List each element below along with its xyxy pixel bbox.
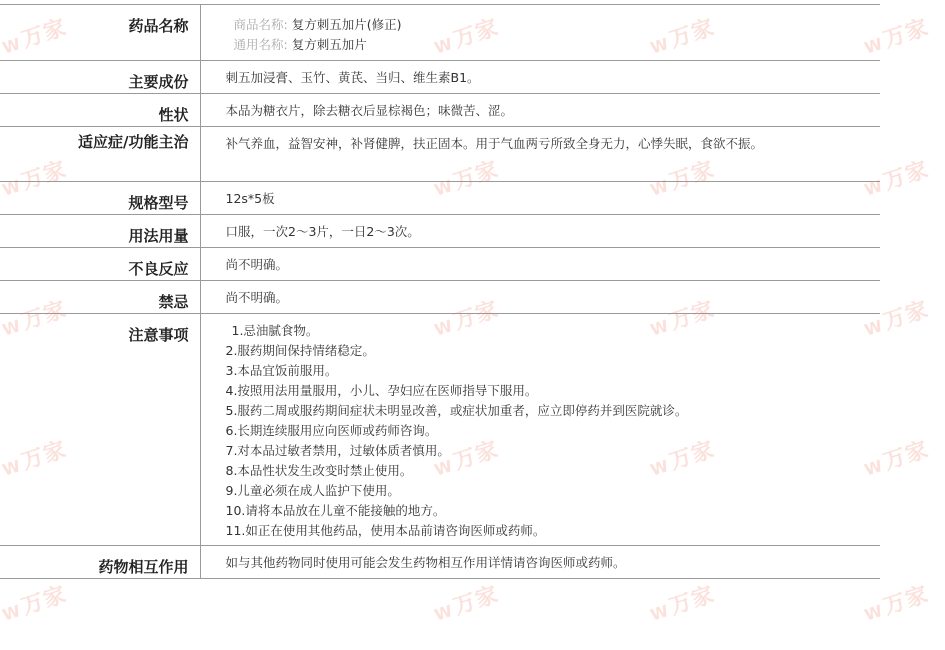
watermark: W万家 — [862, 297, 933, 340]
row-adverse-reactions — [0, 248, 880, 281]
watermark: W万家 — [648, 582, 719, 625]
row-indications — [0, 127, 880, 182]
watermark: W万家 — [432, 582, 503, 625]
label-interactions: 药物相互作用 — [0, 546, 200, 579]
generic-name-value: 复方刺五加片 — [291, 37, 367, 52]
indications-value: 补气养血，益智安神，补肾健脾，扶正固本。用于气血两亏所致全身无力，心悸失眠，食欲不振。 — [200, 127, 880, 182]
label-contraindications: 禁忌 — [0, 281, 200, 314]
list-item: 9.儿童必须在成人监护下使用。 — [225, 483, 400, 498]
row-contraindications — [0, 281, 880, 314]
label-dosage: 用法用量 — [0, 215, 200, 248]
contraindications-value: 尚不明确。 — [200, 281, 880, 314]
list-item: 1.忌油腻食物。 — [231, 323, 319, 338]
watermark: W万家 — [0, 157, 71, 200]
watermark: W万家 — [648, 15, 719, 58]
list-item: 5.服药二周或服药期间症状未明显改善，或症状加重者，应立即停药并到医院就诊。 — [225, 403, 688, 418]
watermark: W万家 — [648, 157, 719, 200]
list-item: 4.按照用法用量服用，小儿、孕妇应在医师指导下服用。 — [225, 383, 538, 398]
trade-name — [226, 15, 871, 35]
watermark: W万家 — [432, 15, 503, 58]
label-appearance: 性状 — [0, 94, 200, 127]
adverse-reactions-value: 尚不明确。 — [200, 248, 880, 281]
watermark: W万家 — [862, 437, 933, 480]
list-item: 11.如正在使用其他药品，使用本品前请咨询医师或药师。 — [225, 523, 546, 538]
trade-name-value: 复方刺五加片(修正) — [291, 17, 402, 32]
specification-value: 12s*5板 — [200, 182, 880, 215]
watermark: W万家 — [648, 297, 719, 340]
watermark: W万家 — [432, 157, 503, 200]
row-appearance — [0, 94, 880, 127]
list-item: 3.本品宜饭前服用。 — [225, 363, 338, 378]
watermark: W万家 — [0, 297, 71, 340]
row-precautions — [0, 314, 880, 546]
row-dosage — [0, 215, 880, 248]
watermark: W万家 — [862, 15, 933, 58]
generic-name — [226, 35, 871, 55]
watermark: W万家 — [862, 582, 933, 625]
watermark: W万家 — [648, 437, 719, 480]
interactions-value: 如与其他药物同时使用可能会发生药物相互作用详情请咨询医师或药师。 — [200, 546, 880, 579]
list-item: 2.服药期间保持情绪稳定。 — [225, 343, 375, 358]
drug-name-cell — [200, 5, 880, 61]
appearance-value: 本品为糖衣片，除去糖衣后显棕褐色；味微苦、涩。 — [200, 94, 880, 127]
row-specification — [0, 182, 880, 215]
row-interactions — [0, 546, 880, 579]
label-specification: 规格型号 — [0, 182, 200, 215]
trade-name-key: 商品名称: — [233, 17, 288, 32]
watermark: W万家 — [0, 582, 71, 625]
list-item: 10.请将本品放在儿童不能接触的地方。 — [225, 503, 446, 518]
generic-name-key: 通用名称: — [233, 37, 288, 52]
watermark: W万家 — [0, 15, 71, 58]
label-drug-name: 药品名称 — [0, 5, 200, 61]
ingredients-value: 刺五加浸膏、玉竹、黄芪、当归、维生素B1。 — [200, 61, 880, 94]
label-indications: 适应症/功能主治 — [0, 127, 200, 182]
watermark: W万家 — [432, 297, 503, 340]
label-ingredients: 主要成份 — [0, 61, 200, 94]
watermark: W万家 — [432, 437, 503, 480]
row-ingredients — [0, 61, 880, 94]
label-precautions: 注意事项 — [0, 314, 200, 546]
list-item: 6.长期连续服用应向医师或药师咨询。 — [225, 423, 438, 438]
watermark: W万家 — [0, 437, 71, 480]
list-item: 8.本品性状发生改变时禁止使用。 — [225, 463, 413, 478]
dosage-value: 口服，一次2～3片，一日2～3次。 — [200, 215, 880, 248]
list-item: 7.对本品过敏者禁用，过敏体质者慎用。 — [225, 443, 450, 458]
row-drug-name — [0, 5, 880, 61]
precautions-list — [200, 314, 880, 546]
drug-info-table — [0, 4, 880, 579]
label-adverse-reactions: 不良反应 — [0, 248, 200, 281]
watermark: W万家 — [862, 157, 933, 200]
